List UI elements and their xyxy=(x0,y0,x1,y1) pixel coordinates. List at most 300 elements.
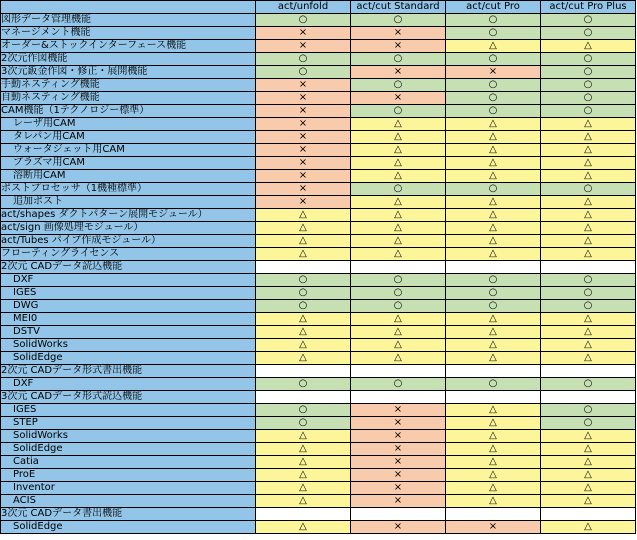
table-row xyxy=(1,339,636,352)
triangle-mark-icon: △ xyxy=(299,482,307,493)
table-row xyxy=(1,404,636,417)
availability-cell xyxy=(256,326,351,339)
triangle-mark-icon: △ xyxy=(394,131,402,142)
triangle-mark-icon: △ xyxy=(299,521,307,532)
availability-cell xyxy=(446,105,541,118)
triangle-mark-icon: △ xyxy=(489,235,497,246)
triangle-mark-icon: △ xyxy=(394,196,402,207)
availability-cell xyxy=(446,170,541,183)
feature-label: ACIS xyxy=(1,495,256,508)
cross-mark-icon: × xyxy=(298,144,308,155)
circle-mark-icon: ○ xyxy=(393,105,403,116)
section-label: 2次元 CADデータ読込機能 xyxy=(1,261,256,274)
feature-label: SolidEdge xyxy=(1,352,256,365)
feature-label: IGES xyxy=(1,404,256,417)
availability-cell xyxy=(351,378,446,391)
availability-cell xyxy=(351,443,446,456)
triangle-mark-icon: △ xyxy=(489,430,497,441)
feature-label: IGES xyxy=(1,287,256,300)
circle-mark-icon: ○ xyxy=(583,404,593,415)
availability-cell xyxy=(256,53,351,66)
table-row xyxy=(1,40,636,53)
availability-cell xyxy=(351,417,446,430)
triangle-mark-icon: △ xyxy=(299,248,307,259)
availability-cell xyxy=(256,456,351,469)
feature-rows xyxy=(1,14,636,534)
table-row xyxy=(1,469,636,482)
triangle-mark-icon: △ xyxy=(489,248,497,259)
availability-cell xyxy=(256,144,351,157)
availability-cell xyxy=(351,183,446,196)
availability-cell xyxy=(256,469,351,482)
cross-mark-icon: × xyxy=(298,118,308,129)
table-row xyxy=(1,196,636,209)
availability-cell xyxy=(256,274,351,287)
availability-cell xyxy=(541,300,636,313)
cross-mark-icon: × xyxy=(393,66,403,77)
table-row xyxy=(1,274,636,287)
circle-mark-icon: ○ xyxy=(393,300,403,311)
triangle-mark-icon: △ xyxy=(584,40,592,51)
availability-cell xyxy=(351,157,446,170)
availability-cell xyxy=(351,430,446,443)
triangle-mark-icon: △ xyxy=(299,326,307,337)
blank-cell xyxy=(446,261,541,274)
availability-cell xyxy=(446,482,541,495)
triangle-mark-icon: △ xyxy=(584,131,592,142)
availability-cell xyxy=(256,196,351,209)
triangle-mark-icon: △ xyxy=(299,495,307,506)
triangle-mark-icon: △ xyxy=(584,430,592,441)
availability-cell xyxy=(446,27,541,40)
availability-cell xyxy=(541,196,636,209)
availability-cell xyxy=(351,131,446,144)
circle-mark-icon: ○ xyxy=(393,287,403,298)
circle-mark-icon: ○ xyxy=(488,274,498,285)
availability-cell xyxy=(446,66,541,79)
availability-cell xyxy=(541,118,636,131)
triangle-mark-icon: △ xyxy=(489,482,497,493)
availability-cell xyxy=(541,157,636,170)
cross-mark-icon: × xyxy=(393,521,403,532)
feature-label: 溶断用CAM xyxy=(1,170,256,183)
blank-cell xyxy=(446,365,541,378)
circle-mark-icon: ○ xyxy=(583,53,593,64)
availability-cell xyxy=(541,287,636,300)
table-row xyxy=(1,313,636,326)
cross-mark-icon: × xyxy=(298,131,308,142)
availability-cell xyxy=(541,79,636,92)
feature-label: 追加ポスト xyxy=(1,196,256,209)
availability-cell xyxy=(351,53,446,66)
triangle-mark-icon: △ xyxy=(299,339,307,350)
section-label: 3次元 CADデータ形式読込機能 xyxy=(1,391,256,404)
feature-label: タレパン用CAM xyxy=(1,131,256,144)
cross-mark-icon: × xyxy=(393,92,403,103)
availability-cell xyxy=(541,14,636,27)
circle-mark-icon: ○ xyxy=(488,378,498,389)
triangle-mark-icon: △ xyxy=(489,339,497,350)
availability-cell xyxy=(541,417,636,430)
availability-cell xyxy=(541,469,636,482)
blank-cell xyxy=(351,365,446,378)
section-label: 3次元 CADデータ書出機能 xyxy=(1,508,256,521)
availability-cell xyxy=(446,131,541,144)
circle-mark-icon: ○ xyxy=(393,183,403,194)
triangle-mark-icon: △ xyxy=(489,131,497,142)
availability-cell xyxy=(351,456,446,469)
feature-label: DSTV xyxy=(1,326,256,339)
availability-cell xyxy=(446,14,541,27)
availability-cell xyxy=(256,157,351,170)
availability-cell xyxy=(446,404,541,417)
availability-cell xyxy=(256,495,351,508)
availability-cell xyxy=(351,92,446,105)
section-row xyxy=(1,365,636,378)
availability-cell xyxy=(541,482,636,495)
feature-label: 3次元鈑金作図・修正・展開機能 xyxy=(1,66,256,79)
availability-cell xyxy=(541,495,636,508)
triangle-mark-icon: △ xyxy=(489,495,497,506)
column-header-act-cut-pro-plus: act/cut Pro Plus xyxy=(541,1,636,14)
table-row xyxy=(1,495,636,508)
feature-label: MEI0 xyxy=(1,313,256,326)
cross-mark-icon: × xyxy=(393,443,403,454)
cross-mark-icon: × xyxy=(298,157,308,168)
availability-cell xyxy=(541,92,636,105)
circle-mark-icon: ○ xyxy=(488,27,498,38)
availability-cell xyxy=(541,235,636,248)
circle-mark-icon: ○ xyxy=(488,14,498,25)
availability-cell xyxy=(446,339,541,352)
table-row xyxy=(1,222,636,235)
circle-mark-icon: ○ xyxy=(393,14,403,25)
triangle-mark-icon: △ xyxy=(394,248,402,259)
availability-cell xyxy=(446,209,541,222)
feature-label: プラズマ用CAM xyxy=(1,157,256,170)
availability-cell xyxy=(256,66,351,79)
table-row xyxy=(1,326,636,339)
availability-cell xyxy=(541,378,636,391)
feature-label: 手動ネスティング機能 xyxy=(1,79,256,92)
feature-label: CAM機能（1テクノロジー標準） xyxy=(1,105,256,118)
triangle-mark-icon: △ xyxy=(489,222,497,233)
blank-cell xyxy=(541,508,636,521)
triangle-mark-icon: △ xyxy=(299,209,307,220)
availability-cell xyxy=(541,144,636,157)
feature-label: レーザ用CAM xyxy=(1,118,256,131)
cross-mark-icon: × xyxy=(298,27,308,38)
availability-cell xyxy=(256,131,351,144)
availability-cell xyxy=(541,40,636,53)
table-row xyxy=(1,521,636,534)
triangle-mark-icon: △ xyxy=(299,469,307,480)
table-row xyxy=(1,456,636,469)
table-row xyxy=(1,443,636,456)
cross-mark-icon: × xyxy=(393,417,403,428)
cross-mark-icon: × xyxy=(393,40,403,51)
blank-cell xyxy=(256,391,351,404)
circle-mark-icon: ○ xyxy=(583,287,593,298)
circle-mark-icon: ○ xyxy=(298,66,308,77)
cross-mark-icon: × xyxy=(298,92,308,103)
cross-mark-icon: × xyxy=(393,27,403,38)
availability-cell xyxy=(351,144,446,157)
feature-label: ウォータジェット用CAM xyxy=(1,144,256,157)
circle-mark-icon: ○ xyxy=(583,66,593,77)
availability-cell xyxy=(541,209,636,222)
availability-cell xyxy=(256,105,351,118)
availability-cell xyxy=(446,196,541,209)
blank-cell xyxy=(256,261,351,274)
circle-mark-icon: ○ xyxy=(298,417,308,428)
table-row xyxy=(1,14,636,27)
table-row xyxy=(1,27,636,40)
circle-mark-icon: ○ xyxy=(298,287,308,298)
availability-cell xyxy=(446,157,541,170)
feature-label: 図形データ管理機能 xyxy=(1,14,256,27)
table-row xyxy=(1,248,636,261)
availability-cell xyxy=(351,274,446,287)
cross-mark-icon: × xyxy=(393,495,403,506)
availability-cell xyxy=(446,144,541,157)
feature-label: DXF xyxy=(1,378,256,391)
cross-mark-icon: × xyxy=(393,456,403,467)
circle-mark-icon: ○ xyxy=(488,53,498,64)
circle-mark-icon: ○ xyxy=(583,105,593,116)
availability-cell xyxy=(541,456,636,469)
availability-cell xyxy=(446,417,541,430)
cross-mark-icon: × xyxy=(298,79,308,90)
availability-cell xyxy=(541,443,636,456)
circle-mark-icon: ○ xyxy=(583,417,593,428)
table-row xyxy=(1,118,636,131)
feature-label: 自動ネスティング機能 xyxy=(1,92,256,105)
table-row xyxy=(1,300,636,313)
feature-label: SolidWorks xyxy=(1,339,256,352)
availability-cell xyxy=(446,352,541,365)
triangle-mark-icon: △ xyxy=(584,456,592,467)
availability-cell xyxy=(351,209,446,222)
availability-cell xyxy=(541,352,636,365)
triangle-mark-icon: △ xyxy=(489,118,497,129)
availability-cell xyxy=(351,40,446,53)
triangle-mark-icon: △ xyxy=(394,144,402,155)
header-row xyxy=(1,1,636,14)
triangle-mark-icon: △ xyxy=(489,144,497,155)
blank-cell xyxy=(446,391,541,404)
availability-cell xyxy=(351,469,446,482)
triangle-mark-icon: △ xyxy=(489,157,497,168)
circle-mark-icon: ○ xyxy=(488,183,498,194)
cross-mark-icon: × xyxy=(298,105,308,116)
triangle-mark-icon: △ xyxy=(394,157,402,168)
circle-mark-icon: ○ xyxy=(583,274,593,285)
availability-cell xyxy=(256,183,351,196)
triangle-mark-icon: △ xyxy=(584,118,592,129)
triangle-mark-icon: △ xyxy=(394,118,402,129)
table-row xyxy=(1,66,636,79)
triangle-mark-icon: △ xyxy=(394,352,402,363)
availability-cell xyxy=(446,495,541,508)
table-row xyxy=(1,482,636,495)
availability-cell xyxy=(541,27,636,40)
table-row xyxy=(1,170,636,183)
availability-cell xyxy=(256,248,351,261)
triangle-mark-icon: △ xyxy=(489,209,497,220)
availability-cell xyxy=(446,92,541,105)
triangle-mark-icon: △ xyxy=(299,430,307,441)
table-row xyxy=(1,378,636,391)
feature-label: DXF xyxy=(1,274,256,287)
triangle-mark-icon: △ xyxy=(299,443,307,454)
availability-cell xyxy=(446,183,541,196)
table-row xyxy=(1,209,636,222)
availability-cell xyxy=(446,469,541,482)
availability-cell xyxy=(351,482,446,495)
cross-mark-icon: × xyxy=(488,521,498,532)
availability-cell xyxy=(351,495,446,508)
triangle-mark-icon: △ xyxy=(584,339,592,350)
availability-cell xyxy=(446,274,541,287)
feature-label: act/shapes ダクトパターン展開モジュール） xyxy=(1,209,256,222)
triangle-mark-icon: △ xyxy=(489,326,497,337)
availability-cell xyxy=(351,170,446,183)
triangle-mark-icon: △ xyxy=(584,326,592,337)
blank-cell xyxy=(541,261,636,274)
table-row xyxy=(1,53,636,66)
table-row xyxy=(1,183,636,196)
triangle-mark-icon: △ xyxy=(489,40,497,51)
feature-label: マネージメント機能 xyxy=(1,27,256,40)
feature-label: act/Tubes パイプ作成モジュール） xyxy=(1,235,256,248)
cross-mark-icon: × xyxy=(393,482,403,493)
column-header-act-cut-standard: act/cut Standard xyxy=(351,1,446,14)
availability-cell xyxy=(351,79,446,92)
triangle-mark-icon: △ xyxy=(299,235,307,246)
section-label: 2次元 CADデータ形式書出機能 xyxy=(1,365,256,378)
table-row xyxy=(1,417,636,430)
section-row xyxy=(1,261,636,274)
triangle-mark-icon: △ xyxy=(394,209,402,220)
circle-mark-icon: ○ xyxy=(488,287,498,298)
availability-cell xyxy=(351,352,446,365)
availability-cell xyxy=(446,248,541,261)
availability-cell xyxy=(541,404,636,417)
availability-cell xyxy=(351,326,446,339)
blank-cell xyxy=(351,391,446,404)
blank-cell xyxy=(256,508,351,521)
table-row xyxy=(1,79,636,92)
triangle-mark-icon: △ xyxy=(394,339,402,350)
blank-cell xyxy=(351,508,446,521)
circle-mark-icon: ○ xyxy=(393,274,403,285)
circle-mark-icon: ○ xyxy=(488,300,498,311)
availability-cell xyxy=(256,339,351,352)
availability-cell xyxy=(446,287,541,300)
availability-cell xyxy=(256,300,351,313)
availability-cell xyxy=(351,313,446,326)
table-row xyxy=(1,287,636,300)
circle-mark-icon: ○ xyxy=(583,92,593,103)
blank-cell xyxy=(541,391,636,404)
availability-cell xyxy=(256,404,351,417)
triangle-mark-icon: △ xyxy=(394,313,402,324)
circle-mark-icon: ○ xyxy=(583,27,593,38)
availability-cell xyxy=(541,274,636,287)
table-row xyxy=(1,144,636,157)
availability-cell xyxy=(256,170,351,183)
availability-cell xyxy=(256,287,351,300)
circle-mark-icon: ○ xyxy=(583,378,593,389)
triangle-mark-icon: △ xyxy=(394,326,402,337)
circle-mark-icon: ○ xyxy=(583,79,593,90)
availability-cell xyxy=(446,118,541,131)
triangle-mark-icon: △ xyxy=(299,313,307,324)
circle-mark-icon: ○ xyxy=(393,378,403,389)
availability-cell xyxy=(446,53,541,66)
availability-cell xyxy=(541,326,636,339)
triangle-mark-icon: △ xyxy=(584,157,592,168)
table-row xyxy=(1,92,636,105)
triangle-mark-icon: △ xyxy=(584,469,592,480)
blank-cell xyxy=(541,365,636,378)
availability-cell xyxy=(446,326,541,339)
cross-mark-icon: × xyxy=(298,183,308,194)
availability-cell xyxy=(446,313,541,326)
availability-cell xyxy=(351,222,446,235)
availability-cell xyxy=(256,79,351,92)
availability-cell xyxy=(256,14,351,27)
table-row xyxy=(1,235,636,248)
availability-cell xyxy=(256,521,351,534)
availability-cell xyxy=(541,521,636,534)
triangle-mark-icon: △ xyxy=(584,222,592,233)
circle-mark-icon: ○ xyxy=(298,300,308,311)
circle-mark-icon: ○ xyxy=(488,92,498,103)
triangle-mark-icon: △ xyxy=(489,313,497,324)
availability-cell xyxy=(256,40,351,53)
triangle-mark-icon: △ xyxy=(584,443,592,454)
feature-label: SolidWorks xyxy=(1,430,256,443)
triangle-mark-icon: △ xyxy=(584,248,592,259)
triangle-mark-icon: △ xyxy=(584,144,592,155)
availability-cell xyxy=(351,521,446,534)
availability-cell xyxy=(351,66,446,79)
feature-label: ProE xyxy=(1,469,256,482)
triangle-mark-icon: △ xyxy=(489,456,497,467)
circle-mark-icon: ○ xyxy=(298,404,308,415)
triangle-mark-icon: △ xyxy=(489,196,497,207)
availability-cell xyxy=(541,339,636,352)
triangle-mark-icon: △ xyxy=(299,352,307,363)
availability-cell xyxy=(256,92,351,105)
availability-cell xyxy=(446,430,541,443)
availability-cell xyxy=(256,417,351,430)
triangle-mark-icon: △ xyxy=(299,456,307,467)
cross-mark-icon: × xyxy=(488,66,498,77)
availability-cell xyxy=(256,235,351,248)
table-row xyxy=(1,352,636,365)
column-header-act-cut-pro: act/cut Pro xyxy=(446,1,541,14)
circle-mark-icon: ○ xyxy=(298,53,308,64)
availability-cell xyxy=(541,53,636,66)
availability-cell xyxy=(256,118,351,131)
availability-cell xyxy=(256,222,351,235)
availability-cell xyxy=(256,482,351,495)
triangle-mark-icon: △ xyxy=(489,352,497,363)
triangle-mark-icon: △ xyxy=(584,313,592,324)
